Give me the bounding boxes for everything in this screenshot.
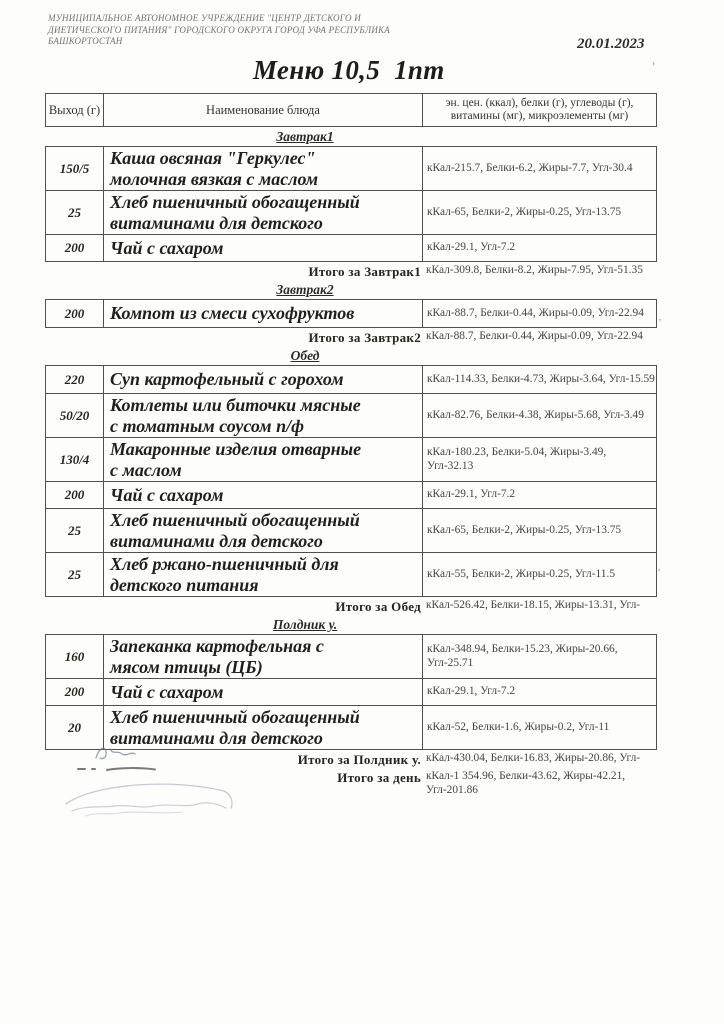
section-total-value: кКал-309.8, Белки-8.2, Жиры-7.95, Угл-51.35: [426, 264, 643, 276]
nutrition-cell: [423, 509, 656, 552]
nutrition-cell: [423, 553, 656, 596]
portion-value: 20: [46, 706, 104, 749]
dish-cell: [104, 438, 423, 481]
column-header-nutrition-line2: витамины (мг), микроэлементы (мг): [450, 110, 629, 122]
meal-sections: [45, 129, 657, 768]
portion-value: 25: [46, 509, 104, 552]
portion-value: 200: [46, 679, 104, 705]
section-total-value: кКал-88.7, Белки-0.44, Жиры-0.09, Угл-22.94: [426, 330, 643, 342]
menu-row: [46, 481, 656, 508]
section-total-value: кКал-430.04, Белки-16.83, Жиры-20.86, Угл-: [426, 752, 641, 764]
section-total-line: [45, 330, 657, 346]
scan-speck: ,: [659, 312, 662, 322]
nutrition-cell: [423, 706, 656, 749]
dish-cell: [104, 300, 423, 327]
dish-name: Запеканка картофельная с мясом птицы (ЦБ): [110, 636, 324, 677]
dish-name: Чай с сахаром: [110, 484, 224, 505]
dish-cell: [104, 191, 423, 234]
nutrition-cell: [423, 679, 656, 705]
section-heading: Завтрак2: [276, 282, 334, 297]
section-total-label: Итого за Завтрак1: [308, 264, 421, 279]
nutrition-cell: [423, 300, 656, 327]
portion-value: 200: [46, 235, 104, 261]
nutrition-cell: [423, 366, 656, 393]
menu-row: [46, 437, 656, 481]
portion-value: 160: [46, 635, 104, 678]
menu-row: [46, 635, 656, 678]
nutrition-cell: [423, 191, 656, 234]
dish-cell: [104, 509, 423, 552]
menu-section-table: [45, 299, 657, 328]
dish-name: Каша овсяная "Геркулес" молочная вязкая с маслом: [110, 148, 319, 189]
menu-section-table: [45, 365, 657, 597]
signature-scribble-svg: [52, 738, 282, 828]
dish-name: Котлеты или биточки мясные с томатным соусом п/ф: [110, 395, 361, 436]
scan-speck: ›: [652, 58, 655, 68]
dish-cell: [104, 679, 423, 705]
portion-value: 25: [46, 191, 104, 234]
nutrition-values: кКал-29.1, Угл-7.2: [427, 488, 516, 501]
nutrition-cell: [423, 235, 656, 261]
dish-name: Суп картофельный с горохом: [110, 369, 344, 390]
nutrition-values: кКал-55, Белки-2, Жиры-0.25, Угл-11.5: [427, 567, 616, 580]
dish-name: Чай с сахаром: [110, 681, 224, 702]
day-total-label: Итого за день: [337, 770, 421, 785]
nutrition-values: кКал-82.76, Белки-4.38, Жиры-5.68, Угл-3.49: [427, 408, 644, 421]
menu-table: [45, 93, 657, 799]
organization-name: МУНИЦИПАЛЬНОЕ АВТОНОМНОЕ УЧРЕЖДЕНИЕ "ЦЕНТР ДЕТСКОГО И ДИЕТИЧЕСКОГО ПИТАНИЯ" ГОРОДСКОГО ОКРУГА ГОРОД УФА РЕСПУБЛИКА БАШКОРТОСТАН: [48, 13, 391, 46]
section-total-label: Итого за Обед: [335, 599, 421, 614]
portion-value: 200: [46, 482, 104, 508]
dish-cell: [104, 147, 423, 190]
day-total-value: кКал-1 354.96, Белки-43.62, Жиры-42.21, Угл-201.86: [426, 770, 626, 796]
nutrition-cell: [423, 635, 656, 678]
dish-name: Макаронные изделия отварные с маслом: [110, 439, 362, 480]
dish-cell: [104, 235, 423, 261]
menu-row: [46, 300, 656, 327]
dish-cell: [104, 553, 423, 596]
portion-value: 50/20: [46, 394, 104, 437]
dish-name: Хлеб пшеничный обогащенный витаминами для детского: [110, 707, 360, 748]
nutrition-values: кКал-88.7, Белки-0.44, Жиры-0.09, Угл-22.94: [427, 306, 644, 319]
dish-cell: [104, 635, 423, 678]
dish-cell: [104, 394, 423, 437]
section-heading: Полдник у.: [272, 617, 338, 632]
menu-section-table: [45, 146, 657, 262]
dish-cell: [104, 366, 423, 393]
menu-row: [46, 393, 656, 437]
menu-row: [46, 366, 656, 393]
column-header-output: Выход (г): [46, 94, 104, 126]
table-header-row: [45, 93, 657, 127]
nutrition-values: кКал-65, Белки-2, Жиры-0.25, Угл-13.75: [427, 205, 622, 218]
menu-row: [46, 190, 656, 234]
menu-row: [46, 678, 656, 705]
dish-name: Хлеб пшеничный обогащенный витаминами для детского: [110, 192, 360, 233]
nutrition-values: кКал-114.33, Белки-4.73, Жиры-3.64, Угл-15.59: [427, 372, 655, 385]
portion-value: 150/5: [46, 147, 104, 190]
nutrition-cell: [423, 394, 656, 437]
document-date: 20.01.2023: [577, 36, 645, 52]
menu-title: Меню 10,5 1пт: [253, 55, 445, 85]
section-heading: Обед: [290, 348, 320, 363]
section-total-line: [45, 599, 657, 615]
nutrition-cell: [423, 438, 656, 481]
column-header-nutrition-line1: эн. цен. (ккал), белки (г), углеводы (г),: [445, 96, 634, 109]
nutrition-values: кКал-29.1, Угл-7.2: [427, 685, 516, 698]
nutrition-values: кКал-52, Белки-1.6, Жиры-0.2, Угл-11: [427, 720, 610, 733]
nutrition-values: кКал-29.1, Угл-7.2: [427, 241, 516, 254]
dish-name: Хлеб пшеничный обогащенный витаминами для детского: [110, 510, 360, 551]
nutrition-cell: [423, 482, 656, 508]
nutrition-values: кКал-215.7, Белки-6.2, Жиры-7.7, Угл-30.4: [427, 161, 633, 174]
menu-row: [46, 552, 656, 596]
portion-value: 25: [46, 553, 104, 596]
menu-section-table: [45, 634, 657, 750]
nutrition-values: кКал-65, Белки-2, Жиры-0.25, Угл-13.75: [427, 523, 622, 536]
column-header-dish: Наименование блюда: [104, 94, 423, 126]
section-total-label: Итого за Завтрак2: [308, 330, 421, 345]
handwritten-signature: [52, 738, 282, 833]
nutrition-values: кКал-348.94, Белки-15.23, Жиры-20.66, Угл-25.71: [427, 643, 618, 669]
dish-cell: [104, 482, 423, 508]
section-total-label: Итого за Полдник у.: [297, 752, 421, 767]
menu-row: [46, 508, 656, 552]
section-heading: Завтрак1: [276, 129, 334, 144]
dish-name: Хлеб ржано-пшеничный для детского питания: [110, 554, 339, 595]
nutrition-cell: [423, 147, 656, 190]
menu-row: [46, 234, 656, 261]
portion-value: 200: [46, 300, 104, 327]
portion-value: 130/4: [46, 438, 104, 481]
menu-row: [46, 147, 656, 190]
nutrition-values: кКал-180.23, Белки-5.04, Жиры-3.49, Угл-32.13: [427, 446, 607, 472]
dish-name: Чай с сахаром: [110, 237, 224, 258]
section-total-line: [45, 264, 657, 280]
section-total-value: кКал-526.42, Белки-18.15, Жиры-13.31, Угл-: [426, 599, 641, 611]
portion-value: 220: [46, 366, 104, 393]
column-header-nutrition: [423, 94, 656, 126]
dish-name: Компот из смеси сухофруктов: [110, 303, 355, 324]
scan-speck: ,: [658, 562, 661, 572]
